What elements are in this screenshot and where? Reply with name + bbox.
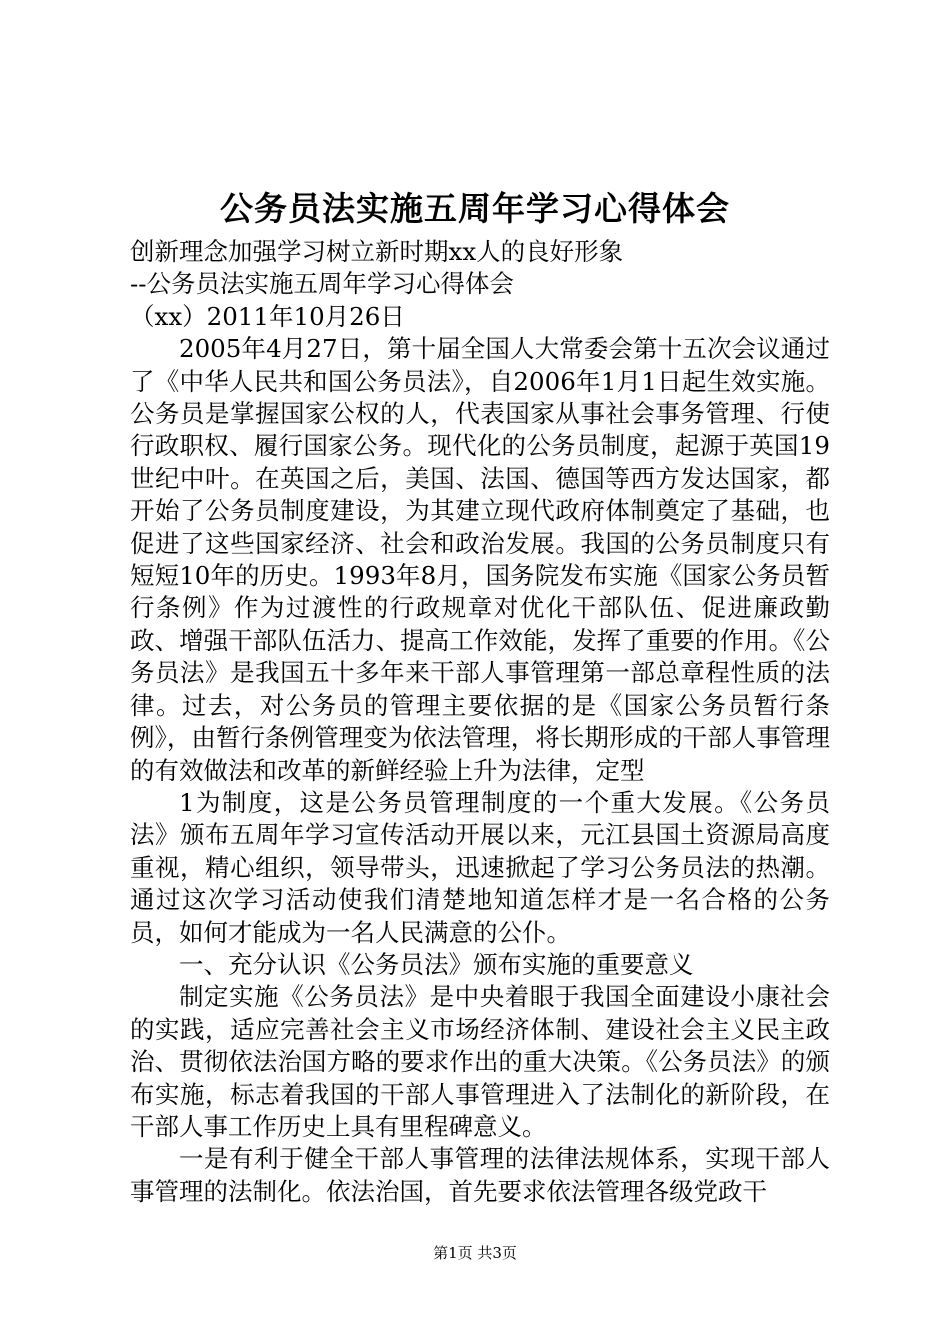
page-footer: 第1页 共3页 — [433, 1244, 517, 1262]
paragraph-2: 1为制度，这是公务员管理制度的一个重大发展。《公务员法》颁布五周年学习宣传活动开展以来，元江县国土资源局高度重视，精心组织，领导带头，迅速掀起了学习公务员法的热潮。通过这次学习活动使我们清楚地知道怎样才是一名合格的公务员，如何才能成为一名人民满意的公仆。 — [130, 787, 830, 947]
paragraph-1: 2005年4月27日，第十届全国人大常委会第十五次会议通过了《中华人民共和国公务员法》，自2006年1月1日起生效实施。公务员是掌握国家公权的人，代表国家从事社会事务管理、行使行政职权、履行国家公务。现代化的公务员制度，起源于英国19世纪中叶。在英国之后，美国、法国、德国等西方发达国家，都开始了公务员制度建设，为其建立现代政府体制奠定了基础，也促进了这些国家经济、社会和政治发展。我国的公务员制度只有短短10年的历史。1993年8月，国务院发布实施《国家公务员暂行条例》作为过渡性的行政规章对优化干部队伍、促进廉政勤政、增强干部队伍活力、提高工作效能，发挥了重要的作用。《公务员法》是我国五十多年来干部人事管理第一部总章程性质的法律。过去，对公务员的管理主要依据的是《国家公务员暂行条例》，由暂行条例管理变为依法管理，将长期形成的干部人事管理的有效做法和改革的新鲜经验上升为法律，定型 — [130, 334, 830, 785]
section-heading-1: 一、充分认识《公务员法》颁布实施的重要意义 — [179, 949, 694, 979]
subtitle-line-2: --公务员法实施五周年学习心得体会 — [130, 269, 515, 299]
date-line: （xx）2011年10月26日 — [130, 301, 405, 331]
paragraph-4: 一是有利于健全干部人事管理的法律法规体系，实现干部人事管理的法制化。依法治国，首先要求依法管理各级党政干 — [130, 1144, 830, 1206]
paragraph-3: 制定实施《公务员法》是中央着眼于我国全面建设小康社会的实践，适应完善社会主义市场经济体制、建设社会主义民主政治、贯彻依法治国方略的要求作出的重大决策。《公务员法》的颁布实施，标志着我国的干部人事管理进入了法制化的新阶段，在干部人事工作历史上具有里程碑意义。 — [130, 982, 830, 1141]
subtitle-line-1: 创新理念加强学习树立新时期xx人的良好形象 — [130, 237, 624, 266]
document-body — [130, 236, 830, 1208]
document-title: 公务员法实施五周年学习心得体会 — [220, 189, 730, 228]
